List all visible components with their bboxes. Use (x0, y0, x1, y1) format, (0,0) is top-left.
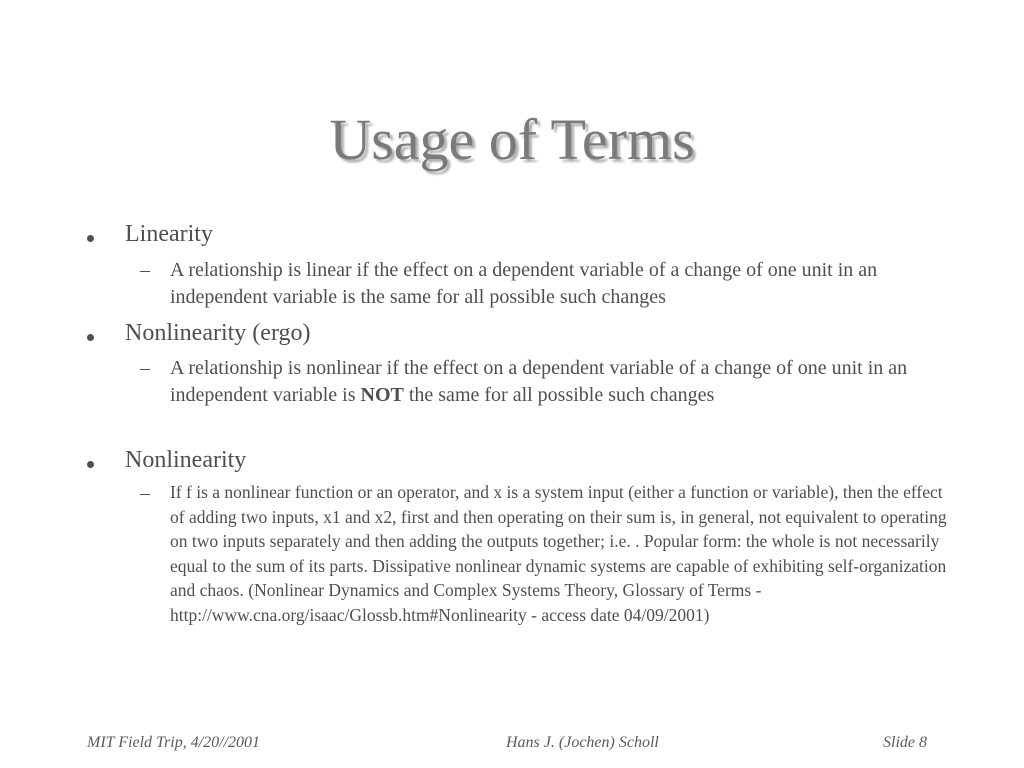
bullet-label-nonlinearity: Nonlinearity (125, 447, 247, 473)
definition-nonlinearity-ergo (170, 355, 970, 409)
bullet-label-linearity: Linearity (125, 221, 213, 247)
definition-text-start: A relationship is nonlinear if the effect on a dependent variable of a change of one unit in an independent variable is (170, 357, 908, 406)
bullet-dot (87, 461, 94, 468)
sub-bullet-dash: – (140, 357, 150, 379)
definition-linearity: A relationship is linear if the effect on a dependent variable of a change of one unit in an independent variable is the same for all possible such changes (170, 259, 878, 308)
definition-text-end: the same for all possible such changes (403, 384, 715, 406)
bullet-label-nonlinearity-ergo: Nonlinearity (ergo) (125, 320, 311, 346)
sub-bullet-dash: – (140, 482, 150, 504)
bullet-dot (87, 334, 94, 341)
footer-author: Hans J. (Jochen) Scholl (506, 734, 659, 751)
definition-nonlinearity: If f is a nonlinear function or an operator, and x is a system input (either a function or variable), then the effect of adding two inputs, x1 and x2, first and then operating on their sum is, in general, not equivalent to operating on two inputs separately and then adding the outputs together; i.e. . Popular form: the whole is not necessarily equal to the sum of its parts. Dissipative nonlinear dynamic systems are capable of exhibiting self-organization and chaos. (Nonlinear Dynamics and Complex Systems Theory, Glossary of Terms - http://www.cna.org/isaac/Glossb.htm#Nonlinearity - access date 04/09/2001) (170, 482, 947, 625)
footer-slide-number: Slide 8 (883, 734, 927, 751)
bullet-dot (87, 235, 94, 242)
footer-event-date: MIT Field Trip, 4/20//2001 (87, 734, 261, 751)
slide-title: Usage of Terms (329, 107, 695, 172)
emphasis-not: NOT (360, 384, 404, 406)
sub-bullet-dash: – (140, 259, 150, 281)
